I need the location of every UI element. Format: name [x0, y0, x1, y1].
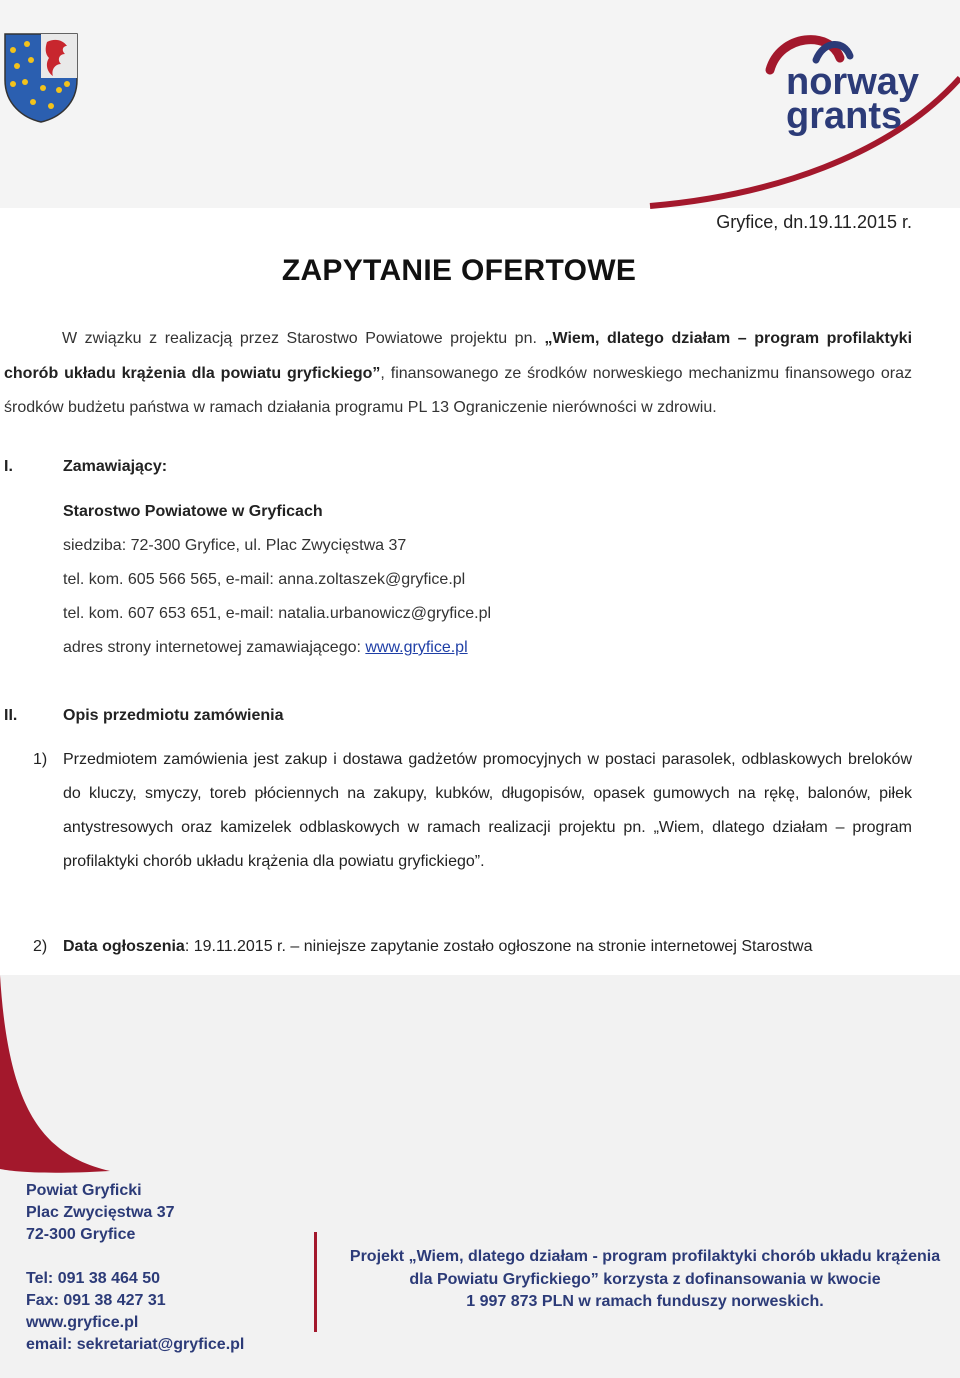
- document-title: ZAPYTANIE OFERTOWE: [281, 254, 637, 287]
- footer-line-name: Powiat Gryficki: [26, 1182, 142, 1199]
- website-label: adres strony internetowej zamawiającego:: [63, 639, 366, 656]
- section-2-number: II.: [4, 707, 18, 724]
- section-2-heading: Opis przedmiotu zamówienia: [63, 707, 284, 724]
- ordering-party-address: siedziba: 72-300 Gryfice, ul. Plac Zwycięstwa 37: [63, 537, 407, 554]
- footer-line-email: email: sekretariat@gryfice.pl: [26, 1336, 245, 1353]
- item-2-body: : 19.11.2015 r. – niniejsze zapytanie zostało ogłoszone na stronie internetowej Starostwa: [184, 938, 813, 955]
- section-1-number: I.: [4, 458, 13, 475]
- norway-grants-logo: [640, 30, 960, 210]
- footer-project-info: [330, 1246, 960, 1314]
- item-2-text: [63, 938, 912, 956]
- logo-text-grants: grants: [786, 95, 903, 137]
- footer-line-fax: Fax: 091 38 427 31: [26, 1292, 166, 1309]
- logo-text-norway: norway: [786, 61, 920, 103]
- intro-project-name: „Wiem, dlatego działam – program profilaktyki chorób układu krążenia dla powiatu gryfickiego”: [4, 330, 913, 382]
- document-date: Gryfice, dn.19.11.2015 r.: [716, 212, 912, 232]
- section-1-heading: Zamawiający:: [63, 458, 168, 475]
- website-link[interactable]: www.gryfice.pl: [365, 639, 468, 656]
- footer-line-city: 72-300 Gryfice: [26, 1226, 136, 1243]
- intro-text-2: , finansowanego ze środków norweskiego mechanizmu finansowego oraz środków budżetu państwa w ramach działania programu PL 13 Ograniczenie nierówności w zdrowiu.: [4, 364, 912, 416]
- intro-text-1: W związku z realizacją przez Starostwo Powiatowe projektu pn.: [62, 330, 545, 347]
- item-1-text: Przedmiotem zamówienia jest zakup i dostawa gadżetów promocyjnych w postaci parasolek, odblaskowych breloków do kluczy, smyczy, toreb płóciennych na zakupy, kubków, długopisów, opasek gumowych na rękę, balonów, piłek antystresowych oraz kamizelek odblaskowych w ramach realizacji projektu pn. „Wiem, dlatego działam – program profilaktyki chorób układu krążenia dla powiatu gryfickiego”.: [63, 751, 912, 870]
- website-line: [63, 639, 468, 657]
- footer-project-line-2: dla Powiatu Gryfickiego” korzysta z dofinansowania w kwocie: [409, 1270, 881, 1288]
- footer-contact-block: [26, 1180, 244, 1356]
- county-crest-logo: [3, 32, 79, 124]
- footer-line-www: www.gryfice.pl: [26, 1314, 139, 1331]
- footer-project-line-1: Projekt „Wiem, dlatego działam - program profilaktyki chorób układu krążenia: [349, 1248, 941, 1265]
- intro-paragraph: [4, 322, 912, 426]
- ordering-party-name: Starostwo Powiatowe w Gryficach: [63, 503, 323, 520]
- item-2-number: 2): [33, 938, 48, 955]
- contact-phone-1: tel. kom. 605 566 565, e-mail: anna.zoltaszek@gryfice.pl: [63, 571, 466, 588]
- item-2-label: Data ogłoszenia: [63, 938, 185, 955]
- footer-project-line-3: 1 997 873 PLN w ramach funduszy norweskich.: [466, 1293, 824, 1310]
- footer-line-tel: Tel: 091 38 464 50: [26, 1270, 161, 1287]
- item-1-number: 1): [33, 751, 48, 768]
- contact-phone-2: tel. kom. 607 653 651, e-mail: natalia.urbanowicz@gryfice.pl: [63, 605, 492, 622]
- footer-line-street: Plac Zwycięstwa 37: [26, 1204, 175, 1221]
